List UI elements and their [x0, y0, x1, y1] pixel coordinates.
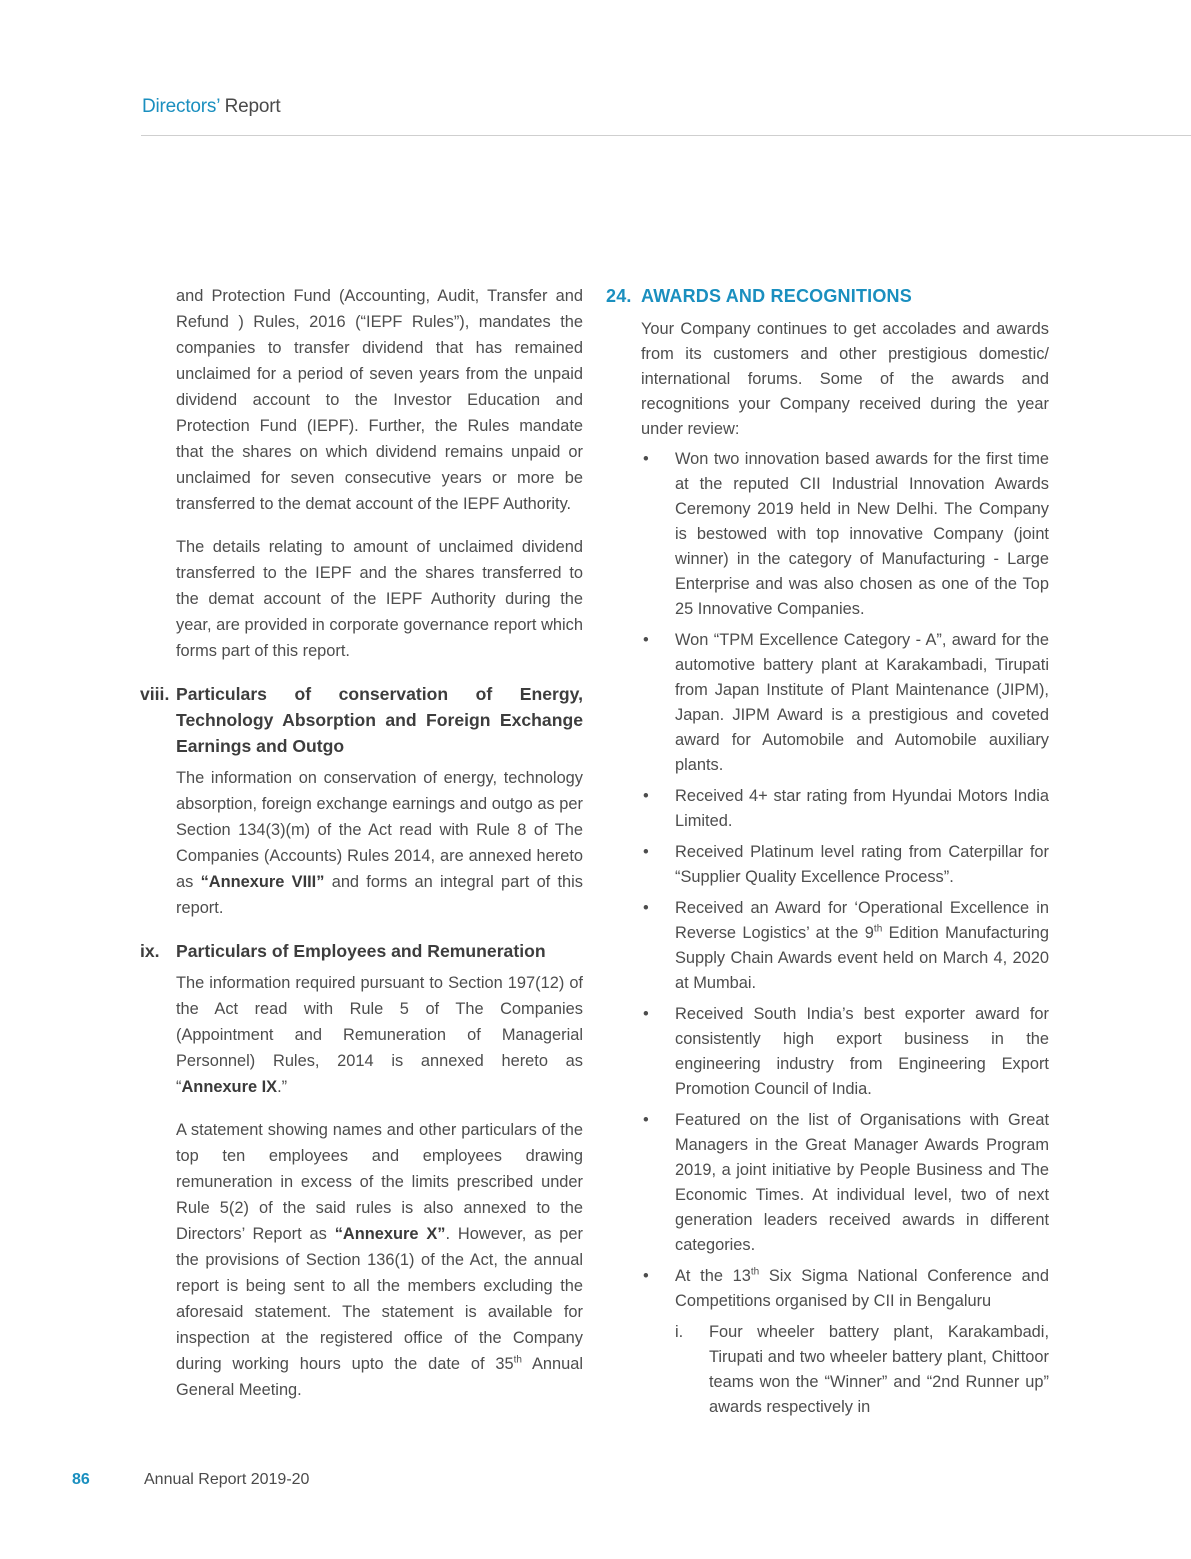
page-number: 86 [72, 1471, 90, 1488]
list-item [641, 447, 1049, 622]
list-item [641, 1002, 1049, 1102]
heading-viii-title: Particulars of conservation of Energy, Technology Absorption and Foreign Exchange Earnings and Outgo [176, 684, 583, 756]
section-number: 24. [606, 286, 632, 306]
ordinal-suffix: th [750, 1266, 760, 1278]
heading-ix-number: ix. [140, 941, 160, 961]
employee-statement-paragraph [140, 1117, 583, 1403]
award-text: Featured on the list of Organisations with Great Managers in the Great Manager Awards Program 2019, a joint initiative by People Business and The Economic Times. At individual level, two of next generation leaders received awards in different categories. [675, 1111, 1049, 1254]
annexure-x-ref: “Annexure X” [334, 1225, 446, 1243]
list-item [641, 1264, 1049, 1314]
ordinal-suffix: th [513, 1354, 522, 1366]
energy-text-end: and forms an integral part of this report. [176, 873, 584, 917]
list-item [641, 628, 1049, 778]
bullet-icon: • [643, 631, 649, 649]
award-text-pre: Received an Award for ‘Operational Excellence in Reverse Logistics’ at the 9 [675, 899, 1049, 942]
remuneration-text-end: .” [277, 1078, 288, 1096]
header-section-accent: Directors’ [142, 96, 220, 117]
award-text-post: Six Sigma National Conference and Competitions organised by CII in Bengaluru [675, 1267, 1049, 1310]
sub-item-text: Four wheeler battery plant, Karakambadi, Tirupati and two wheeler battery plant, Chittoor teams won the “Winner” and “2nd Runner up” awards respectively in [709, 1323, 1049, 1416]
sub-item-numeral: i. [675, 1323, 684, 1341]
energy-conservation-paragraph [140, 765, 583, 921]
heading-ix-title: Particulars of Employees and Remuneration [176, 941, 546, 961]
bullet-icon: • [643, 450, 649, 468]
header-section-rest: Report [219, 96, 281, 117]
heading-ix [140, 938, 583, 964]
award-text [675, 1264, 1049, 1314]
running-header [142, 96, 280, 118]
statement-text-end: Annual General Meeting. [176, 1355, 583, 1399]
annexure-ix-ref: Annexure IX [181, 1078, 278, 1096]
bullet-icon: • [643, 899, 649, 917]
remuneration-paragraph [140, 970, 583, 1100]
bullet-icon: • [643, 1111, 649, 1129]
left-column [140, 283, 583, 1403]
award-text: Received Platinum level rating from Caterpillar for “Supplier Quality Excellence Process”. [675, 843, 1049, 886]
list-item [641, 896, 1049, 996]
sub-list-item [606, 1320, 1049, 1420]
statement-text: A statement showing names and other particulars of the top ten employees and employees drawing remuneration in excess of the limits prescribed under Rule 5(2) of the said rules is also annexed to the Directors’ Report as [176, 1121, 583, 1243]
iepf-rules-paragraph: and Protection Fund (Accounting, Audit, Transfer and Refund ) Rules, 2016 (“IEPF Rules”), mandates the companies to transfer dividend that has remained unclaimed for a period of seven years from the unpaid dividend account to the Investor Education and Protection Fund (IEPF). Further, the Rules mandate that the shares on which dividend remains unpaid or unclaimed for seven consecutive years or more be transferred to the demat account of the IEPF Authority. [176, 287, 583, 513]
award-text: Received 4+ star rating from Hyundai Motors India Limited. [675, 787, 1049, 830]
award-text: Won two innovation based awards for the first time at the reputed CII Industrial Innovation Awards Ceremony 2019 held in New Delhi. The Company is bestowed with top innovative Company (joint winner) in the category of Manufacturing - Large Enterprise and was also chosen as one of the Top 25 Innovative Companies. [675, 450, 1049, 618]
bullet-icon: • [643, 843, 649, 861]
section-title: AWARDS AND RECOGNITIONS [641, 286, 912, 306]
heading-viii [140, 681, 583, 759]
bullet-icon: • [643, 1267, 649, 1285]
bullet-icon: • [643, 787, 649, 805]
right-column [606, 283, 1049, 1420]
list-item [641, 840, 1049, 890]
award-text [675, 896, 1049, 996]
award-text-pre: At the 13 [675, 1267, 751, 1285]
award-text-post: Edition Manufacturing Supply Chain Awards event held on March 4, 2020 at Mumbai. [675, 924, 1050, 992]
awards-list [606, 447, 1049, 1314]
ordinal-suffix: th [873, 923, 883, 935]
awards-intro-paragraph: Your Company continues to get accolades and awards from its customers and other prestigious domestic/ international forums. Some of the awards and recognitions your Company received during the year under review: [641, 320, 1049, 438]
remuneration-text: The information required pursuant to Section 197(12) of the Act read with Rule 5 of The Companies (Appointment and Remuneration of Managerial Personnel) Rules, 2014 is annexed hereto as “ [176, 974, 583, 1096]
header-divider [141, 135, 1191, 136]
statement-text-mid: . However, as per the provisions of Section 136(1) of the Act, the annual report is being sent to all the members excluding the aforesaid statement. The statement is available for inspection at the registered office of the Company during working hours upto the date of 35 [176, 1225, 583, 1373]
section-heading-awards [606, 283, 1049, 309]
annexure-viii-ref: “Annexure VIII” [200, 873, 325, 891]
bullet-icon: • [643, 1005, 649, 1023]
energy-text: The information on conservation of energy, technology absorption, foreign exchange earnings and outgo as per Section 134(3)(m) of the Act read with Rule 8 of The Companies (Accounts) Rules 2014, are annexed hereto as [176, 769, 583, 891]
heading-viii-number: viii. [140, 684, 170, 704]
footer-report-title: Annual Report 2019-20 [144, 1471, 310, 1488]
list-item [641, 1108, 1049, 1258]
list-item [641, 784, 1049, 834]
unclaimed-dividend-paragraph: The details relating to amount of unclaimed dividend transferred to the IEPF and the shares transferred to the demat account of the IEPF Authority during the year, are provided in corporate governance report which forms part of this report. [176, 538, 583, 660]
award-text: Received South India’s best exporter award for consistently high export business in the engineering industry from Engineering Export Promotion Council of India. [675, 1005, 1049, 1098]
award-text: Won “TPM Excellence Category - A”, award for the automotive battery plant at Karakambadi, Tirupati from Japan Institute of Plant Maintenance (JIPM), Japan. JIPM Award is a prestigious and coveted award for Automobile and Automobile auxiliary plants. [675, 631, 1049, 774]
